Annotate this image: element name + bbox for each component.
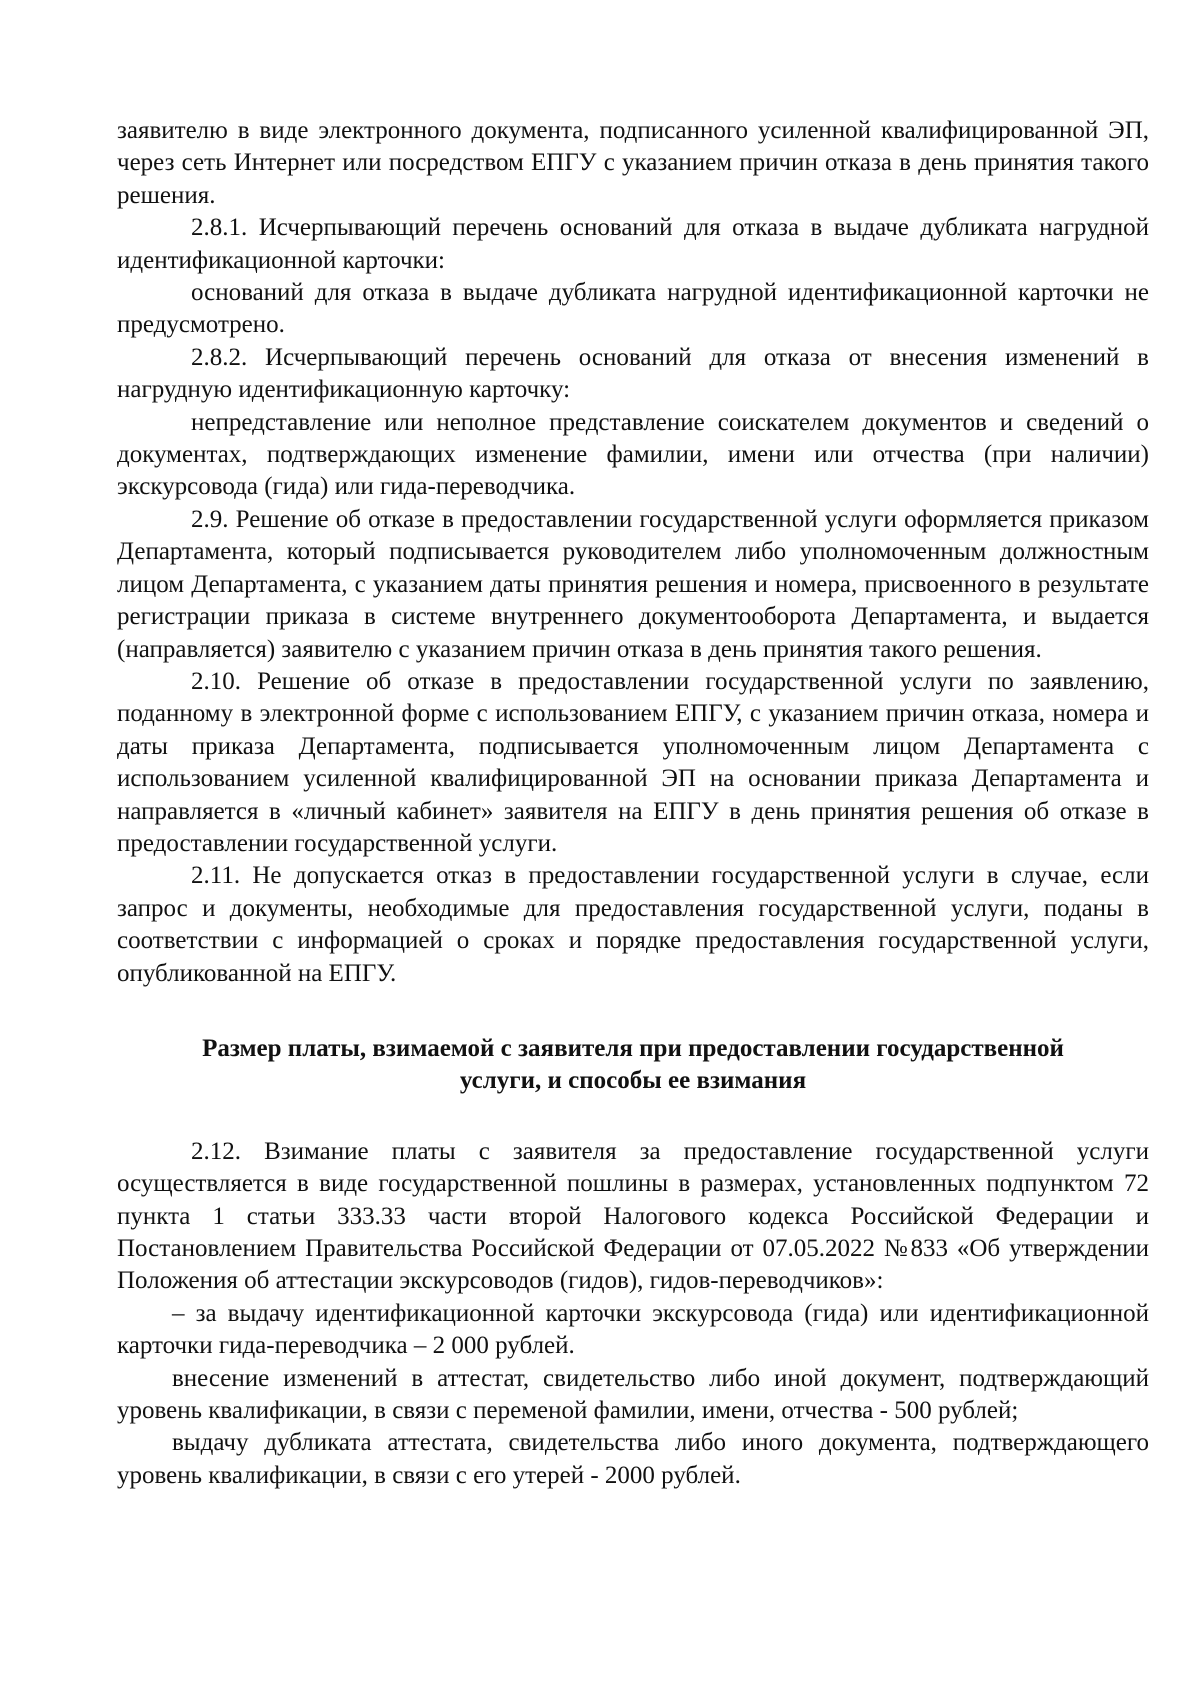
paragraph-2-9: 2.9. Решение об отказе в предоставлении государственной услуги оформляется приказом Департамента, который подписывается руководителем либо уполномоченным должностным лицом Департамента, с указанием даты принятия решения и номера, присвоенного в результате регистрации приказа в системе внутреннего документооборота Департамента, и выдается (направляется) заявителю с указанием причин отказа в день принятия такого решения.	[117, 505, 1149, 663]
paragraph-continuation: заявителю в виде электронного документа, подписанного усиленной квалифицированной ЭП, через сеть Интернет или посредством ЕПГУ с указанием причин отказа в день принятия такого решения.	[117, 117, 1149, 209]
paragraph-2-8-2-text: непредставление или неполное представление соискателем документов и сведений о документах, подтверждающих изменение фамилии, имени или отчества (при наличии) экскурсовода (гида) или гида-переводчика.	[117, 408, 1149, 501]
paragraph-2-8-2: 2.8.2. Исчерпывающий перечень оснований для отказа от внесения изменений в нагрудную идентификационную карточку:	[117, 343, 1149, 404]
paragraph-2-11: 2.11. Не допускается отказ в предоставлении государственной услуги в случае, если запрос и документы, необходимые для предоставления государственной услуги, поданы в соответствии с информацией о сроках и порядке предоставления государственной услуги, опубликованной на ЕПГУ.	[117, 862, 1149, 987]
paragraph-2-8-1: 2.8.1. Исчерпывающий перечень оснований для отказа в выдаче дубликата нагрудной идентификационной карточки:	[117, 214, 1149, 274]
section-heading	[117, 1033, 1149, 1098]
paragraph-2-8-1-text: оснований для отказа в выдаче дубликата нагрудной идентификационной карточки не предусмотрено.	[117, 279, 1149, 339]
section-heading-line-2: услуги, и способы ее взимания	[459, 1067, 807, 1095]
document-body	[117, 115, 1149, 1492]
paragraph-2-10: 2.10. Решение об отказе в предоставлении государственной услуги по заявлению, поданному в электронной форме с использованием ЕПГУ, с указанием причин отказа, номера и даты приказа Департамента, подписывается уполномоченным лицом Департамента с использованием усиленной квалифицированной ЭП на основании приказа Департамента и направляется в «личный кабинет» заявителя на ЕПГУ в день принятия решения об отказе в предоставлении государственной услуги.	[117, 667, 1149, 857]
paragraph-2-12: 2.12. Взимание платы с заявителя за предоставление государственной услуги осуществляется в виде государственной пошлины в размерах, установленных подпунктом 72 пункта 1 статьи 333.33 части второй Налогового кодекса Российской Федерации и Постановлением Правительства Российской Федерации от 07.05.2022 №833 «Об утверждении Положения об аттестации экскурсоводов (гидов), гидов-переводчиков»:	[117, 1137, 1149, 1295]
fee-item-id-card: – за выдачу идентификационной карточки экскурсовода (гида) или идентификационной карточки гида-переводчика – 2 000 рублей.	[117, 1299, 1149, 1360]
fee-item-duplicate: выдачу дубликата аттестата, свидетельства либо иного документа, подтверждающего уровень квалификации, в связи с его утерей - 2000 рублей.	[117, 1429, 1149, 1489]
fee-item-amendments: внесение изменений в аттестат, свидетельство либо иной документ, подтверждающий уровень квалификации, в связи с переменой фамилии, имени, отчества - 500 рублей;	[117, 1364, 1149, 1425]
section-heading-line-1: Размер платы, взимаемой с заявителя при предоставлении государственной	[202, 1034, 1064, 1062]
